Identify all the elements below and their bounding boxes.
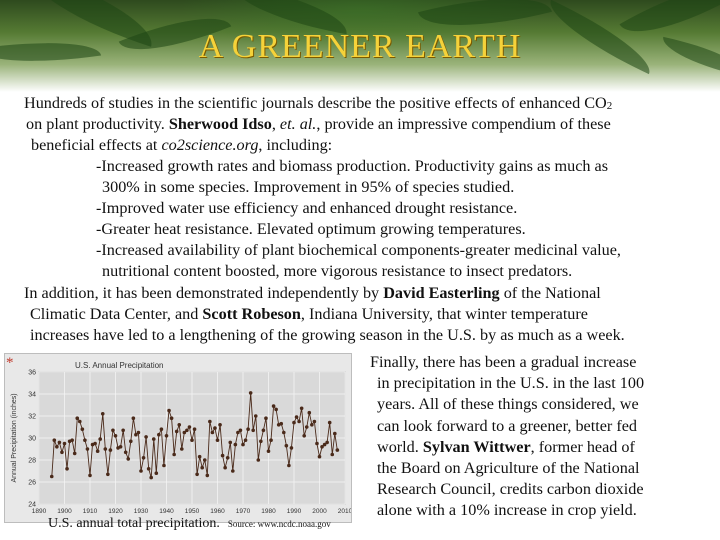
intro-line-3-b: , including: [258,136,333,154]
data-point [290,446,294,450]
closing-line: the Board on Agriculture of the National [377,459,640,478]
y-tick-label: 24 [28,501,36,509]
data-point [155,471,159,475]
data-point [93,442,97,446]
intro-line-3-a: beneficial effects at [31,136,162,154]
intro-line-2-b: , [271,115,280,133]
data-point [188,425,192,429]
data-point [175,430,179,434]
data-point [147,467,151,471]
closing-line: alone with a 10% increase in crop yield. [377,501,637,520]
data-point [336,448,340,452]
data-point [165,434,169,438]
y-tick-label: 30 [28,435,36,443]
data-point [226,456,230,460]
data-point [292,421,296,425]
data-point [244,438,248,442]
data-point [157,433,161,437]
x-tick-label: 1930 [133,508,149,515]
data-point [124,451,128,455]
data-point [269,438,273,442]
data-point [96,449,100,453]
data-point [231,469,235,473]
data-point [65,467,69,471]
data-point [213,426,217,430]
data-point [101,412,105,416]
x-tick-label: 1900 [57,508,72,515]
x-tick-label: 1940 [159,508,174,515]
data-point [142,456,146,460]
bullet-line: nutritional content boosted, more vigorous resistance to insect predators. [102,262,573,280]
data-point [223,466,227,470]
x-tick-label: 1970 [235,508,251,515]
chart-caption-text: U.S. annual total precipitation. [48,516,220,531]
author-robeson: Scott Robeson [202,305,301,323]
data-point [206,474,210,478]
data-point [249,391,253,395]
data-point [81,427,85,431]
data-point [264,416,268,420]
y-tick-label: 26 [28,479,36,487]
data-point [114,434,118,438]
y-tick-label: 32 [28,413,36,421]
data-point [139,469,143,473]
page-title: A GREENER EARTH [198,28,522,65]
x-tick-label: 1910 [82,508,98,515]
data-point [254,414,258,418]
closing-line: can look forward to a greener, better fed [377,416,638,435]
data-point [325,441,329,445]
closing-line: in precipitation in the U.S. in the last 100 [377,374,645,393]
bullet-line: -Greater heat resistance. Elevated optimum growing temperatures. [96,220,526,238]
data-point [180,447,184,451]
para2-line-2-a: Climatic Data Center, and [30,305,203,323]
data-point [216,438,220,442]
data-point [73,452,77,456]
data-point [149,476,153,480]
data-point [305,425,309,429]
y-tick-label: 36 [28,369,36,377]
data-point [111,429,115,433]
chart-title: U.S. Annual Precipitation [75,361,164,370]
data-point [98,437,102,441]
data-point [246,427,250,431]
data-point [167,409,171,413]
data-point [287,464,291,468]
x-tick-label: 2010 [337,508,351,515]
data-point [308,411,312,415]
x-tick-label: 1950 [184,508,200,515]
closing-line: Research Council, credits carbon dioxide [377,480,644,499]
data-point [200,466,204,470]
data-point [259,440,263,444]
para2-line-2 [30,304,588,325]
data-point [195,473,199,477]
data-point [251,429,255,433]
author-wittwer: Sylvan Wittwer [422,437,531,456]
data-point [274,408,278,412]
data-point [50,475,54,479]
y-tick-label: 28 [28,457,36,465]
data-point [313,420,317,424]
co2-subscript: 2 [606,100,613,112]
data-point [170,416,174,420]
data-point [315,442,319,446]
closing-line: years. All of these things considered, we [377,395,639,414]
asterisk-marker: * [6,355,14,371]
data-point [198,455,202,459]
data-point [285,444,289,448]
para2-line-1-a: In addition, it has been demonstrated independently by [24,284,384,302]
data-point [228,441,232,445]
x-tick-label: 1980 [261,508,276,515]
data-point [295,415,299,419]
data-point [70,438,74,442]
data-point [104,447,108,451]
author-idso: Sherwood Idso [168,115,272,133]
data-point [262,429,266,433]
chart-caption [48,516,331,532]
data-point [272,404,276,408]
data-point [193,427,197,431]
data-point [310,423,314,427]
closing-paragraph [370,352,710,522]
data-point [55,445,59,449]
data-point [121,429,125,433]
data-point [63,442,67,446]
author-easterling: David Easterling [383,284,500,302]
data-point [234,443,238,447]
data-point [218,423,222,427]
intro-line-2 [26,114,611,135]
data-point [208,420,212,424]
closing-line-5-b: , former head of [530,437,635,456]
x-tick-label: 1960 [210,508,225,515]
intro-line-1 [24,93,612,116]
data-point [297,420,301,424]
x-tick-label: 1890 [31,508,47,515]
data-point [203,458,207,462]
data-point [126,457,130,461]
data-point [152,437,156,441]
data-point [106,473,110,477]
data-point [160,427,164,431]
para2-line-2-b: , Indiana University, that winter temperature [300,305,588,323]
bullet-line: 300% in some species. Improvement in 95% of species studied. [102,178,515,196]
x-tick-label: 2000 [312,508,327,515]
data-point [137,431,141,435]
data-point [328,421,332,425]
x-tick-label: 1990 [286,508,302,515]
bullet-line: -Improved water use efficiency and enhanced drought resistance. [96,199,518,217]
data-point [211,431,215,435]
data-point [109,448,113,452]
data-point [172,453,176,457]
title-banner [0,0,720,92]
data-point [58,441,62,445]
data-point [239,429,243,433]
closing-line [370,437,710,458]
data-point [333,432,337,436]
intro-line-2-c: , provide an impressive compendium of these [316,115,611,133]
intro-line-1-text: Hundreds of studies in the scientific journals describe the positive effects of enhanced CO [24,94,607,112]
data-point [330,453,334,457]
data-point [86,447,90,451]
data-point [75,416,79,420]
intro-line-3 [31,135,332,156]
data-point [267,449,271,453]
para2-line-1-b: of the National [499,284,601,302]
precipitation-chart [4,353,352,523]
data-point [257,458,261,462]
data-point [221,454,225,458]
et-al: et. al. [279,115,317,133]
data-point [162,464,166,468]
data-point [300,407,304,411]
chart-source: Source: www.ncdc.noaa.gov [227,519,331,529]
data-point [318,455,322,459]
data-point [53,438,57,442]
data-point [132,416,136,420]
data-point [60,451,64,455]
data-point [88,474,92,478]
precipitation-chart-svg [5,354,351,522]
data-point [190,438,194,442]
data-point [144,435,148,439]
y-tick-label: 34 [28,391,36,399]
data-point [279,422,283,426]
para2-line-1 [24,283,601,304]
x-tick-label: 1920 [108,508,123,515]
co2science-link: co2science.org [161,136,259,154]
bullet-line: -Increased growth rates and biomass production. Productivity gains as much as [96,157,609,175]
para2-line-3: increases have led to a lengthening of the growing season in the U.S. by as much as a week. [30,326,625,344]
data-point [302,434,306,438]
data-point [241,443,245,447]
closing-line: Finally, there has been a gradual increase [370,353,637,371]
intro-line-2-a: on plant productivity. [26,115,169,133]
y-axis-label: Annual Precipitation (inches) [11,393,18,483]
data-point [129,440,133,444]
closing-line-5-a: world. [377,437,423,456]
data-point [83,438,87,442]
data-point [119,445,123,449]
bullet-line: -Increased availability of plant biochemical components-greater medicinal value, [96,241,621,259]
data-point [78,420,82,424]
data-point [282,431,286,435]
data-point [177,423,181,427]
data-point [185,429,189,433]
